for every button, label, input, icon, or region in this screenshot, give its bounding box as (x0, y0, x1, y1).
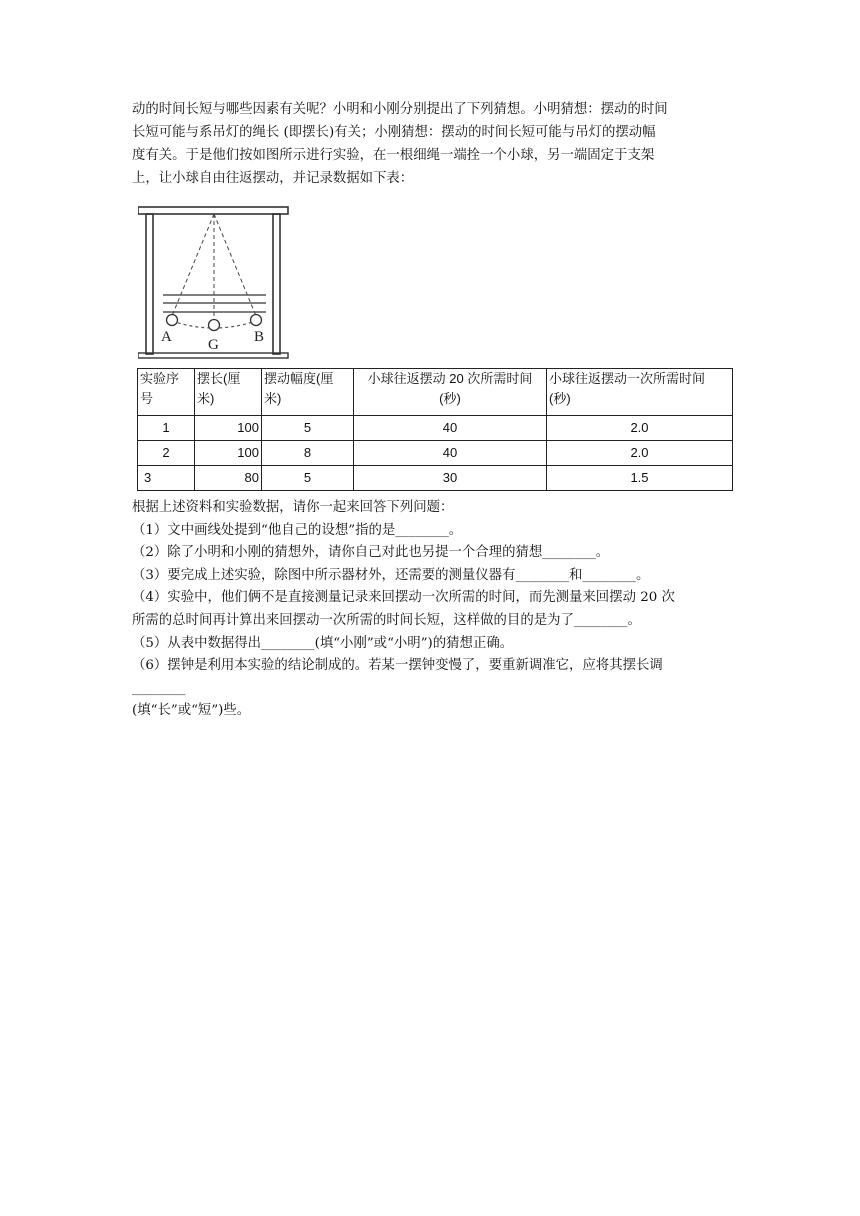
header-cell: 小球往返摆动 20 次所需时间 (秒) (354, 369, 547, 416)
string-right (214, 214, 256, 316)
intro-line: 度有关。于是他们按如图所示进行实验，在一根细绳一端拴一个小球，另一端固定于支架 (132, 148, 655, 163)
header-cell: 摆长(厘 米) (195, 369, 262, 416)
frame-left-post (146, 214, 153, 354)
string-left (172, 214, 214, 316)
table-cell: 2.0 (547, 416, 733, 441)
frame-top-bar (138, 207, 288, 214)
questions-intro: 根据上述资料和实验数据，请你一起来回答下列问题： (132, 500, 454, 515)
pendulum-figure (138, 203, 290, 361)
label-g: G (208, 337, 219, 353)
frame-base (138, 353, 288, 358)
table-cell: 8 (262, 441, 354, 466)
table-cell: 40 (354, 416, 547, 441)
table-cell: 5 (262, 416, 354, 441)
table-cell: 5 (262, 466, 354, 491)
question-6-line-1: （6）摆钟是利用本实验的结论制成的。若某一摆钟变慢了，要重新调准它，应将其摆长调 (132, 658, 663, 674)
question-4-line-1: （4）实验中，他们俩不是直接测量记录来回摆动一次所需的时间，而先测量来回摆动 20 次 (132, 590, 675, 606)
table-cell: 30 (354, 466, 547, 491)
data-table (137, 368, 733, 491)
table-cell: 2.0 (547, 441, 733, 466)
table-row (138, 466, 733, 491)
table-header-row (138, 369, 733, 416)
table-cell: 100 (195, 441, 262, 466)
ball-b (251, 315, 262, 326)
table-row (138, 416, 733, 441)
intro-paragraph (132, 98, 732, 190)
ball-g (209, 320, 220, 331)
question-1: （1）文中画线处提到“他自己的设想”指的是________。 (132, 522, 463, 538)
header-cell: 摆动幅度(厘 米) (262, 369, 354, 416)
pendulum-diagram (138, 203, 290, 361)
intro-line: 动的时间长短与哪些因素有关呢？小明和小刚分别提出了下列猜想。小明猜想：摆动的时间 (132, 102, 668, 117)
question-4-line-2: 所需的总时间再计算出来回摆动一次所需的时间长短，这样做的目的是为了________。 (132, 612, 641, 628)
question-6-blank: ________ (132, 680, 186, 696)
frame-right-post (273, 214, 280, 354)
question-2: （2）除了小明和小刚的猜想外，请你自己对此也另提一个合理的猜想________。 (132, 545, 610, 561)
table-cell: 2 (138, 441, 195, 466)
table-cell: 80 (195, 466, 262, 491)
question-3: （3）要完成上述实验，除图中所示器材外，还需要的测量仪器有________和________。 (132, 567, 650, 583)
table-cell: 1 (138, 416, 195, 441)
label-b: B (254, 329, 265, 345)
intro-line: 上，让小球自由往返摆动，并记录数据如下表： (132, 171, 414, 186)
label-a: A (161, 329, 172, 345)
table-cell: 100 (195, 416, 262, 441)
header-cell: 实验序 号 (138, 369, 195, 416)
intro-line: 长短可能与系吊灯的绳长 (即摆长)有关；小刚猜想：摆动的时间长短可能与吊灯的摆动幅 (132, 125, 656, 140)
ball-a (167, 315, 178, 326)
question-6-line-2: (填“长”或“短”)些。 (132, 703, 251, 719)
table-cell: 1.5 (547, 466, 733, 491)
table-row (138, 441, 733, 466)
table-cell: 40 (354, 441, 547, 466)
table-cell: 3 (138, 466, 195, 491)
questions-section (132, 497, 732, 723)
question-5: （5）从表中数据得出________(填“小刚”或“小明”)的猜想正确。 (132, 635, 514, 651)
header-cell: 小球往返摆动一次所需时间 (秒) (547, 369, 733, 416)
